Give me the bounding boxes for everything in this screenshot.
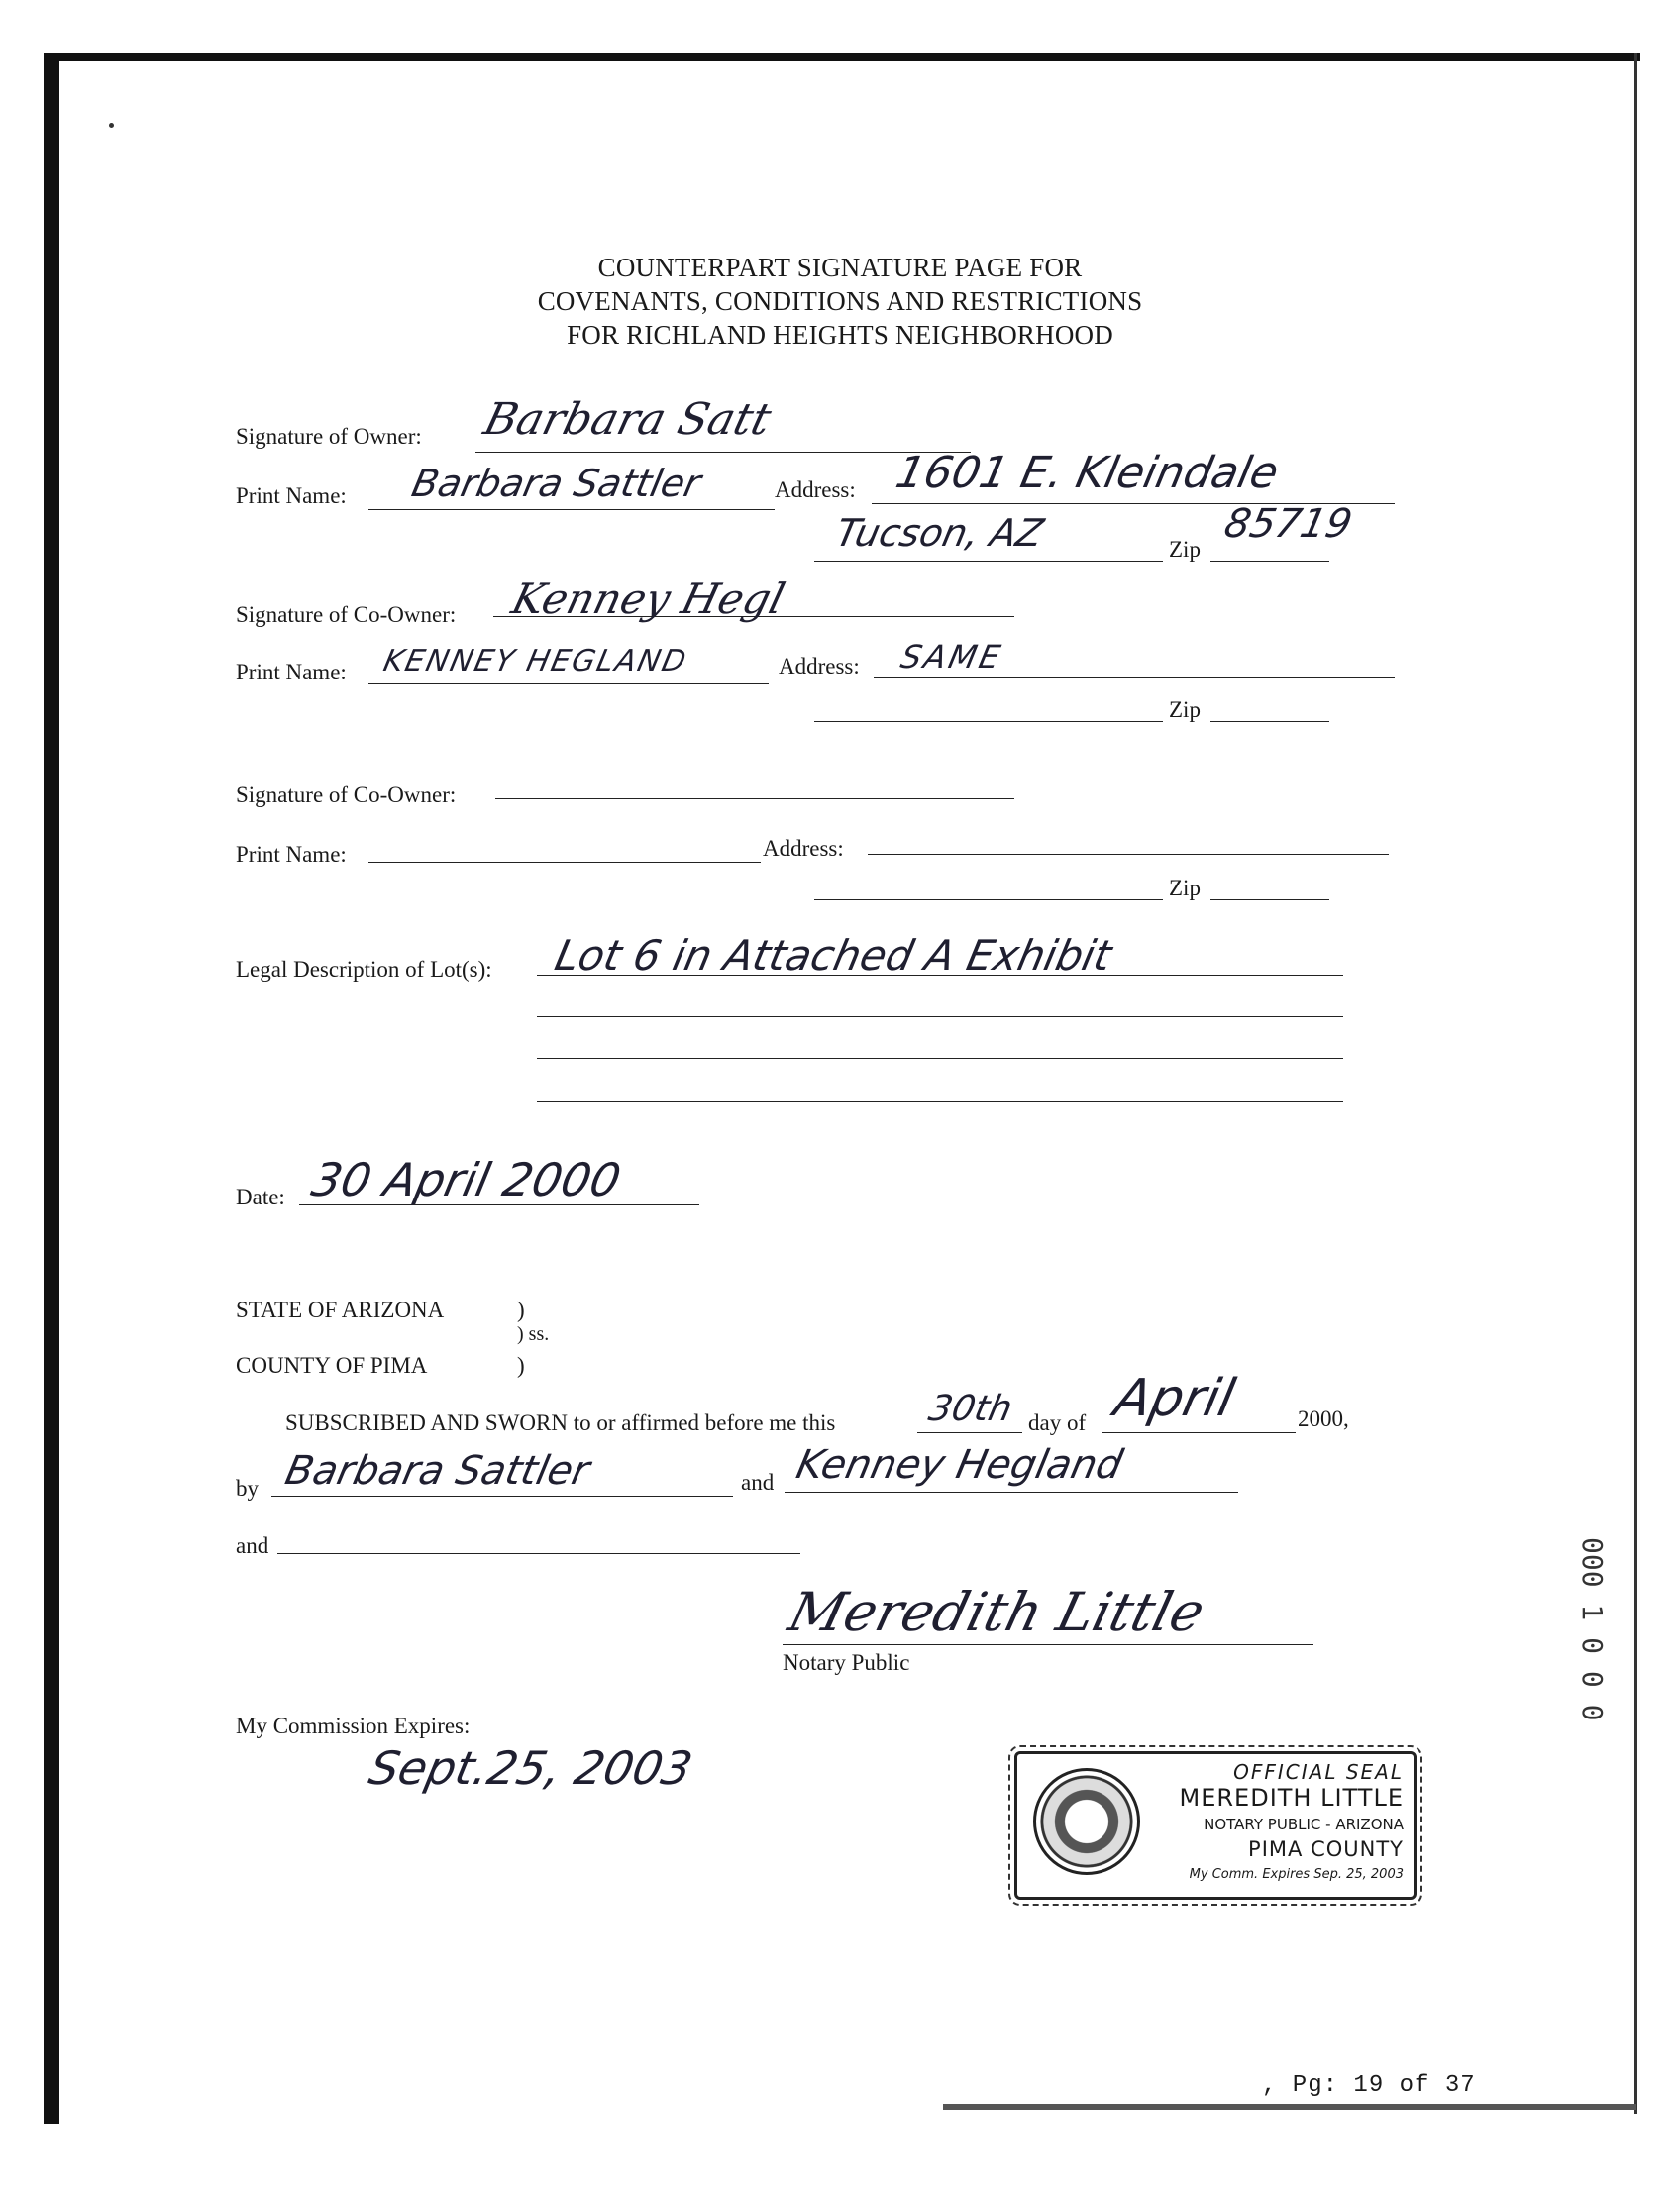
by-name2: Kenney Hegland <box>792 1442 1127 1488</box>
coowner-print-name-label: Print Name: <box>236 660 347 684</box>
coowner2-zip-label: Zip <box>1169 876 1201 900</box>
seal-line-3: NOTARY PUBLIC - ARIZONA <box>1204 1816 1404 1833</box>
coowner-print-name: KENNEY HEGLAND <box>380 644 691 678</box>
coowner-address-line-2 <box>814 721 1163 722</box>
by-name1: Barbara Sattler <box>281 1448 594 1494</box>
header-line-2: COVENANTS, CONDITIONS AND RESTRICTIONS <box>537 286 1143 316</box>
zip-label: Zip <box>1169 537 1201 562</box>
scan-speck <box>109 123 114 128</box>
year-text: 2000, <box>1298 1406 1349 1431</box>
print-name-label: Print Name: <box>236 483 347 508</box>
signature-owner-label: Signature of Owner: <box>236 424 422 449</box>
signature-coowner-label: Signature of Co-Owner: <box>236 602 457 627</box>
coowner-print-name-line <box>368 683 769 684</box>
county-label: COUNTY OF PIMA <box>236 1353 428 1378</box>
by-name1-line <box>271 1496 733 1497</box>
coowner2-zip-line <box>1210 899 1329 900</box>
owner-print-name: Barbara Sattler <box>408 462 705 505</box>
header-line-3: FOR RICHLAND HEIGHTS NEIGHBORHOOD <box>567 320 1113 350</box>
print-name-line <box>368 509 775 510</box>
coowner-address-line <box>874 677 1395 678</box>
signature-coowner2-label: Signature of Co-Owner: <box>236 782 457 807</box>
scan-border-right <box>1634 53 1637 2114</box>
page-number: , Pg: 19 of 37 <box>1262 2072 1476 2099</box>
and2-line <box>277 1553 800 1554</box>
and-label: and <box>741 1470 775 1495</box>
coowner2-address-line <box>868 854 1389 855</box>
day-of-text: day of <box>1028 1410 1087 1435</box>
month-value: April <box>1109 1369 1240 1428</box>
notary-signature: Meredith Little <box>783 1581 1211 1643</box>
coowner-zip-label: Zip <box>1169 697 1201 722</box>
coowner-zip-line <box>1210 721 1329 722</box>
date-label: Date: <box>236 1185 285 1209</box>
owner-zip: 85719 <box>1220 501 1357 547</box>
coowner2-address-label: Address: <box>763 836 844 861</box>
owner-address-line-2: Tucson, AZ <box>832 511 1048 555</box>
and2-label: and <box>236 1533 269 1558</box>
legal-description-line-4 <box>537 1101 1343 1102</box>
commission-label: My Commission Expires: <box>236 1714 471 1738</box>
coowner2-address-line-2 <box>814 899 1163 900</box>
scan-border-left <box>44 53 59 2124</box>
address-line-2 <box>814 561 1163 562</box>
date-value: 30 April 2000 <box>307 1153 626 1206</box>
address-label: Address: <box>775 477 856 502</box>
notary-public-label: Notary Public <box>783 1650 910 1675</box>
state-seal-emblem-icon <box>1033 1768 1140 1875</box>
zip-line <box>1210 561 1329 562</box>
day-line <box>917 1432 1022 1433</box>
county-paren: ) <box>517 1353 525 1378</box>
owner-address-line-1: 1601 E. Kleindale <box>892 448 1284 498</box>
month-line <box>1102 1432 1296 1433</box>
by-label: by <box>236 1476 259 1501</box>
by-name2-line <box>785 1492 1238 1493</box>
coowner-signature: Kenney Hegl <box>506 574 790 623</box>
state-paren: ) <box>517 1298 525 1322</box>
scan-border-top <box>57 53 1640 61</box>
state-label: STATE OF ARIZONA <box>236 1298 445 1322</box>
notary-signature-line <box>783 1644 1313 1645</box>
legal-description-label: Legal Description of Lot(s): <box>236 957 492 982</box>
seal-line-5: My Comm. Expires Sep. 25, 2003 <box>1189 1867 1404 1882</box>
day-value: 30th <box>925 1389 1016 1429</box>
signature-owner-line <box>475 452 971 453</box>
signature-coowner2-line <box>495 798 1014 799</box>
seal-line-4: PIMA COUNTY <box>1248 1837 1404 1861</box>
ss-label: ) ss. <box>517 1323 550 1345</box>
seal-line-2: MEREDITH LITTLE <box>1179 1784 1404 1812</box>
subscribed-text: SUBSCRIBED AND SWORN to or affirmed before me this <box>285 1410 836 1435</box>
footer-rule <box>943 2104 1636 2110</box>
coowner2-print-name-line <box>368 862 761 863</box>
coowner-address-label: Address: <box>779 654 860 678</box>
official-seal-stamp <box>1014 1751 1417 1900</box>
commission-date: Sept.25, 2003 <box>365 1741 697 1795</box>
header-line-1: COUNTERPART SIGNATURE PAGE FOR <box>597 253 1083 282</box>
coowner2-print-name-label: Print Name: <box>236 842 347 867</box>
seal-line-1: OFFICIAL SEAL <box>1233 1760 1404 1784</box>
legal-description-line-3 <box>537 1058 1343 1059</box>
legal-description-value: Lot 6 in Attached A Exhibit <box>551 931 1116 980</box>
legal-description-line-2 <box>537 1016 1343 1017</box>
owner-signature: Barbara Satt <box>478 394 777 445</box>
coowner-address: SAME <box>897 638 1007 676</box>
margin-docket-stamp: 000 1 0 0 0 <box>1576 1537 1609 1721</box>
